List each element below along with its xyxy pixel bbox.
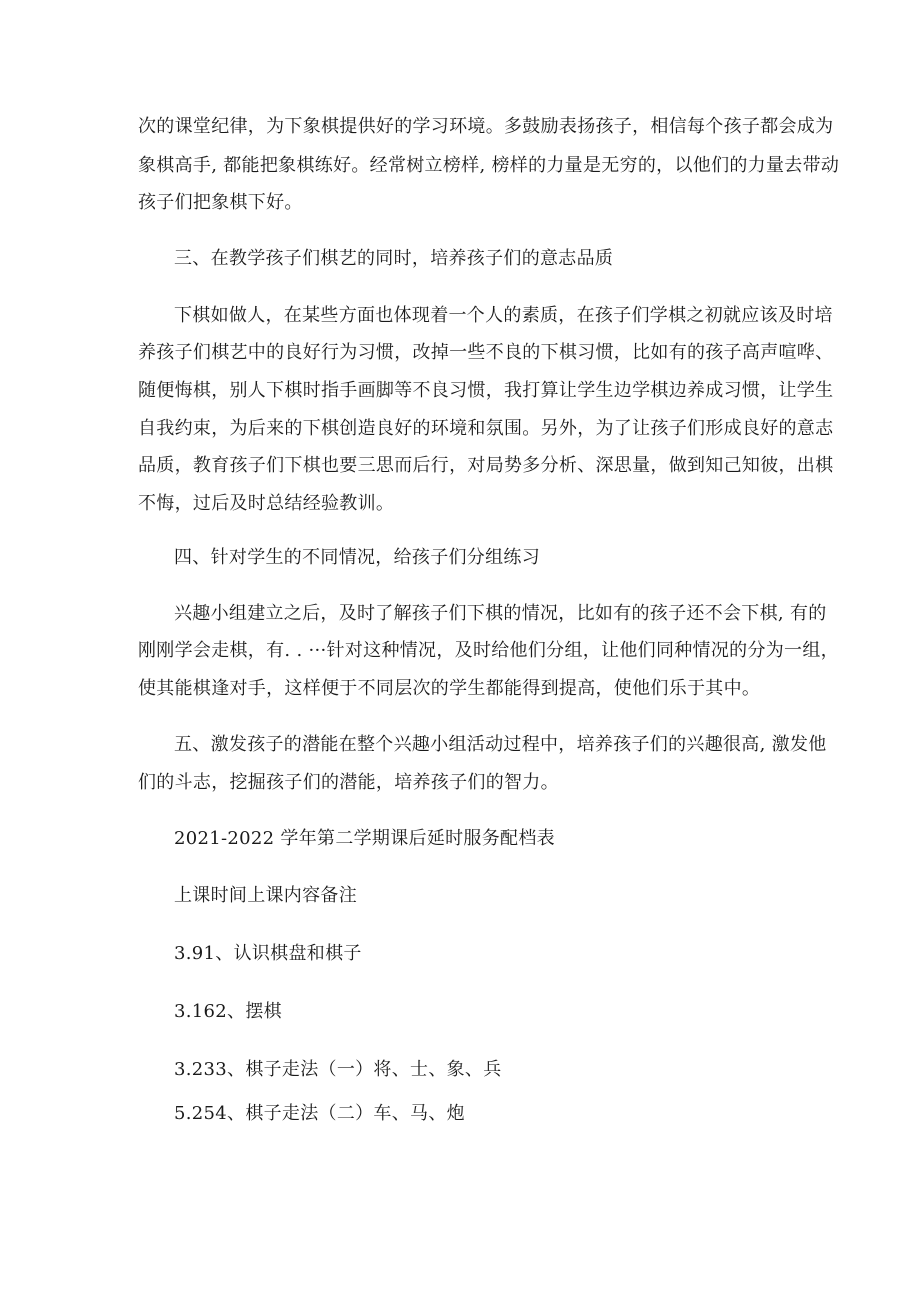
schedule-row: 3.91、认识棋盘和棋子 bbox=[174, 943, 362, 964]
paragraph-3-line-1: 兴趣小组建立之后，及时了解孩子们下棋的情况，比如有的孩子还不会下棋, 有的 bbox=[174, 603, 827, 624]
paragraph-2-line-6: 不悔，过后及时总结经验教训。 bbox=[138, 493, 395, 514]
table-title: 2021-2022 学年第二学期课后延时服务配档表 bbox=[174, 828, 555, 849]
paragraph-4-line-1: 五、激发孩子的潜能在整个兴趣小组活动过程中，培养孩子们的兴趣很高, 激发他 bbox=[174, 734, 827, 755]
section-heading-4: 四、针对学生的不同情况，给孩子们分组练习 bbox=[174, 547, 540, 568]
paragraph-2-line-2: 养孩子们棋艺中的良好行为习惯，改掉一些不良的下棋习惯，比如有的孩子高声喧哗、 bbox=[138, 342, 834, 363]
section-heading-3: 三、在教学孩子们棋艺的同时，培养孩子们的意志品质 bbox=[174, 248, 614, 269]
schedule-row: 3.162、摆棋 bbox=[174, 1001, 282, 1022]
schedule-row: 3.233、棋子走法（一）将、士、象、兵 bbox=[174, 1059, 502, 1080]
paragraph-1-line-2: 象棋高手, 都能把象棋练好。经常树立榜样, 榜样的力量是无穷的，以他们的力量去带动 bbox=[138, 155, 840, 176]
paragraph-2-line-1: 下棋如做人，在某些方面也体现着一个人的素质，在孩子们学棋之初就应该及时培 bbox=[174, 305, 833, 326]
paragraph-3-line-3: 使其能棋逢对手，这样便于不同层次的学生都能得到提高，使他们乐于其中。 bbox=[138, 678, 761, 699]
paragraph-2-line-5: 品质，教育孩子们下棋也要三思而后行，对局势多分析、深思量，做到知己知彼，出棋 bbox=[138, 455, 834, 476]
paragraph-1-line-1: 次的课堂纪律，为下象棋提供好的学习环境。多鼓励表扬孩子，相信每个孩子都会成为 bbox=[138, 116, 834, 137]
paragraph-1-line-3: 孩子们把象棋下好。 bbox=[138, 192, 303, 213]
paragraph-3-line-2: 刚刚学会走棋，有. . ···针对这种情况，及时给他们分组，让他们同种情况的分为一组， bbox=[138, 640, 839, 661]
paragraph-2-line-3: 随便悔棋，别人下棋时指手画脚等不良习惯，我打算让学生边学棋边养成习惯，让学生 bbox=[138, 380, 834, 401]
paragraph-4-line-2: 们的斗志，挖掘孩子们的潜能，培养孩子们的智力。 bbox=[138, 772, 559, 793]
schedule-row: 5.254、棋子走法（二）车、马、炮 bbox=[174, 1103, 465, 1124]
paragraph-2-line-4: 自我约束，为后来的下棋创造良好的环境和氛围。另外，为了让孩子们形成良好的意志 bbox=[138, 418, 834, 439]
table-header: 上课时间上课内容备注 bbox=[174, 885, 357, 906]
